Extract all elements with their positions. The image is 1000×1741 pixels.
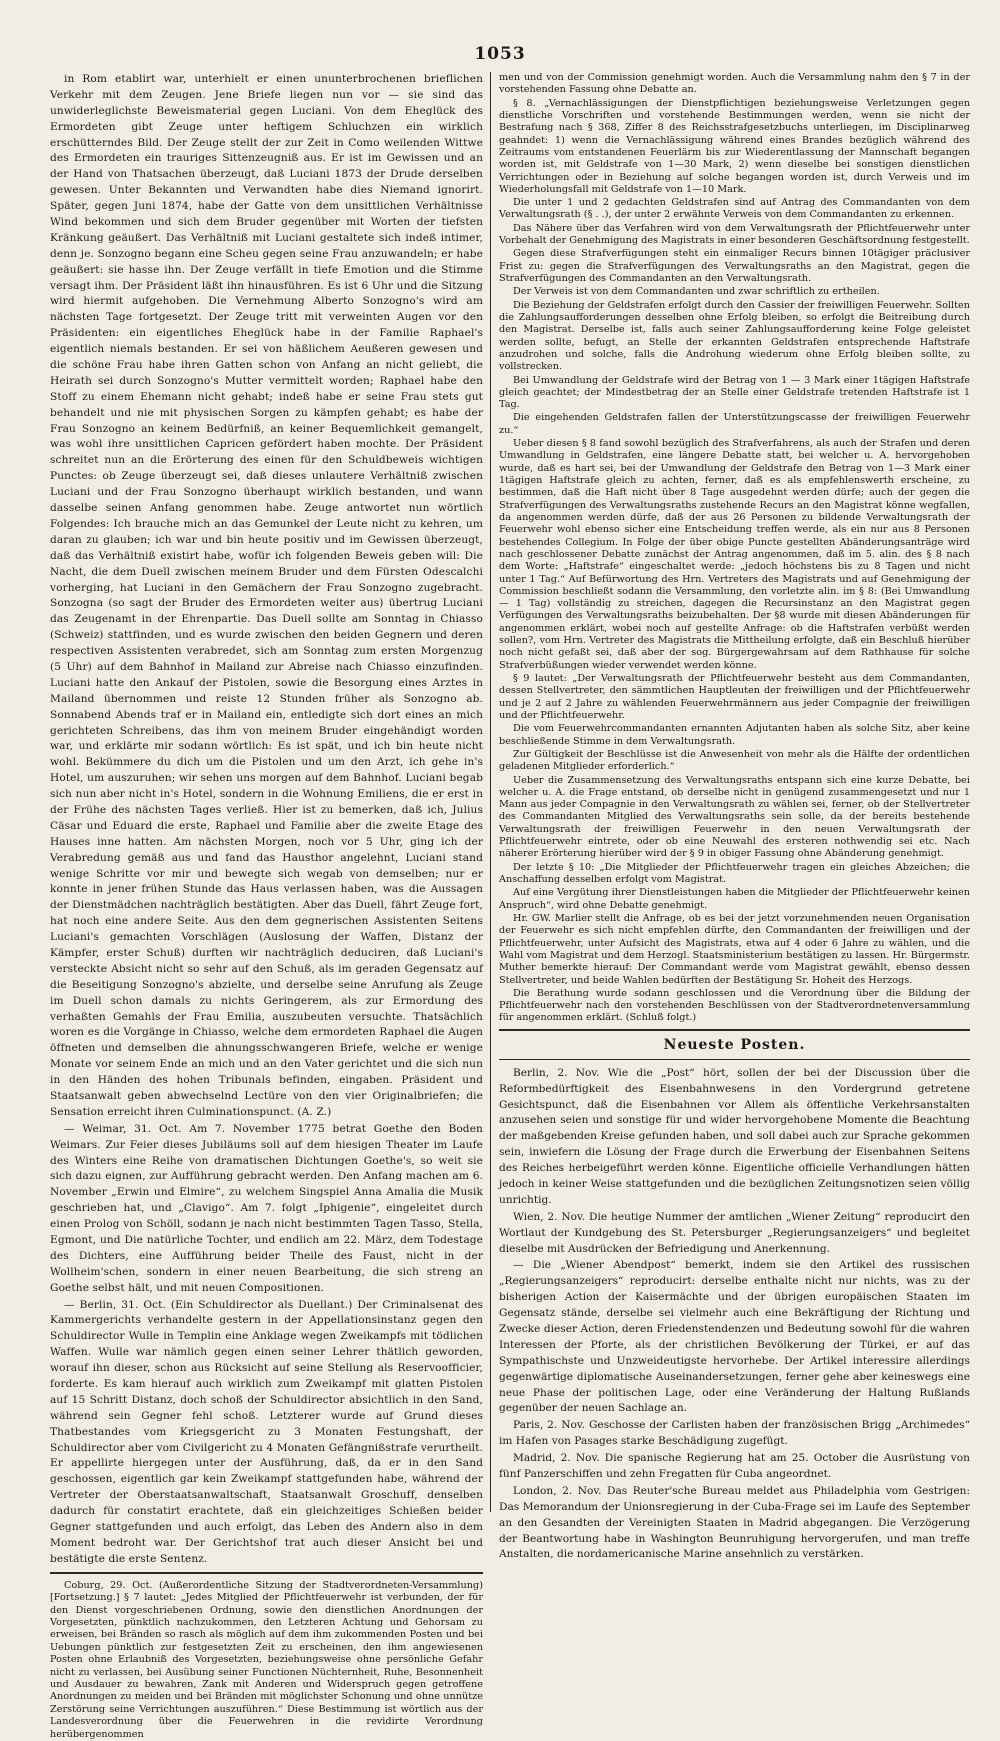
paragraph-8-funds: Die eingehenden Geldstrafen fallen der Unterstützungscasse der freiwilligen Feuerwehr zu.“: [499, 412, 970, 436]
article-weimar: — Weimar, 31. Oct. Am 7. November 1775 betrat Goethe den Boden Weimars. Zur Feier dieses Jubiläums soll auf dem hiesigen Theater im Laufe des Winters eine Reihe von dramatischen Dichtungen Goethe's, so weit sie sich dazu eignen, zur Aufführung gebracht werden. Den Anfang machen am 6. November „Erwin und Elmire“, zu welchem Singspiel Anna Amalia die Musik geschrieben hat, und „Clavigo“. Am 7. folgt „Iphigenie“, eingeleitet durch einen Prolog von Schöll, sodann je nach nicht bestimmten Tagen Tasso, Stella, Egmont, und Die natürliche Tochter, und endlich am 22. März, dem Todestage des Dichters, eine Aufführung beider Theile des Faust, nicht in der Wollheim'schen, sondern in einer neuen Bearbeitung, die sich streng an Goethe selbst hält, und mit neuen Compositionen.: [50, 1122, 483, 1294]
paragraph-8-conversion: Bei Umwandlung der Geldstrafe wird der Betrag von 1 — 3 Mark einer 1tägigen Haftstrafe gleich geachtet; der Mindestbetrag der an Stelle einer Geldstrafe tretenden Haftstrafe ist 1 Tag.: [499, 374, 970, 411]
news-wien: Wien, 2. Nov. Die heutige Nummer der amtlichen „Wiener Zeitung“ reproducirt den Wortlaut der Kundgebung des St. Petersburger „Regierungsanzeigers“ und begleitet dieselbe mit Ausdrücken der Befriedigung und Anerkennung.: [499, 1210, 970, 1255]
paragraph-10-compensation: Auf eine Vergütung ihrer Dienstleistungen haben die Mitglieder der Pflichtfeuerwehr keinen Anspruch“, wird ohne Debatte genehmigt.: [499, 887, 970, 911]
paragraph-8-collection: Die Beziehung der Geldstrafen erfolgt durch den Cassier der freiwilligen Feuerwehr. Sollten die Zahlungsaufforderungen desselben ohne Erfolg bleiben, so erfolgt die Beitreibung durch den Magistrat. Derselbe ist, falls auch seiner Zahlungsaufforderung keine Folge geleistet werden sollte, befugt, an Stelle der erkannten Geldstrafen entsprechende Haftstrafe anzudrohen und solche, falls die Androhung wiederum ohne Erfolg bleiben sollte, zu vollstrecken.: [499, 299, 970, 373]
article-berlin-duel: — Berlin, 31. Oct. (Ein Schuldirector als Duellant.) Der Criminalsenat des Kammergerichts verhandelte gestern in der Appellationsinstanz gegen den Schuldirector Wulle in Templin eine Anklage wegen Zweikampfs mit tödlichen Waffen. Wulle war nämlich gegen einen seiner Lehrer thätlich geworden, worauf ihn dieser, schon aus Rücksicht auf seine Stellung als Reservoofficier, forderte. Es kam hierauf auch wirklich zum Zweikampf mit glatten Pistolen auf 15 Schritt Distanz, doch schoß der Schuldirector absichtlich in den Sand, während sein Gegner fehl schoß. Letzterer wurde auf Grund dieses Thatbestandes vom Kriegsgericht zu 3 Monaten Festungshaft, der Schuldirector aber vom Civilgericht zu 4 Monaten Gefängnißstrafe verurtheilt. Er appellirte hiergegen unter der Ausführung, daß, da er in den Sand geschossen, eigentlich gar kein Zweikampf stattgefunden habe, während der Vertreter der Oberstaatsanwaltschaft, Staatsanwalt Groschuff, denselben dadurch für constatirt erachtete, daß ein gleichzeitiges Schießen beider Gegner stattgefunden und auch erfolgt, das Leben des Andern also in dem Moment bedroht war. Der Gerichtshof trat auch dieser Ansicht bei und bestätigte die erste Sentenz.: [50, 1298, 483, 1565]
news-madrid: Madrid, 2. Nov. Die spanische Regierung hat am 25. October die Ausrüstung von fünf Panzerschiffen und zehn Fregatten für Cuba angeordnet.: [499, 1452, 970, 1481]
session-conclusion: Die Berathung wurde sodann geschlossen und die Verordnung über die Bildung der Pflichtfeuerwehr nach den vorstehenden Beschlüssen von der Stadtverordnetenversammlung für angenommen erklärt. (Schluß folgt.): [499, 987, 970, 1024]
coburg-section: [50, 1580, 483, 1741]
news-wiener-abendpost: — Die „Wiener Abendpost“ bemerkt, indem sie den Artikel des russischen „Regierungsanzeigers“ reproducirt: derselbe enthalte nicht nur nichts, was zu der bisherigen Action der Kaisermächte und der übrigen europäischen Staaten im Gegensatz stände, derselbe sei vielmehr auch eine Bekräftigung der Richtung und Zwecke dieser Action, deren Friedenstendenzen und Bedeutung sowohl für die wahren Interessen der Pforte, als der christlichen Bevölkerung der Türkei, er auf das Sympathischste und Unzweideutigste hervorhebe. Der Artikel interessire allerdings gegenwärtige diplomatische Auseinandersetzungen, ferner gehe aber keineswegs eine neue Phase der politischen Lage, oder eine Veränderung der Haltung Rußlands gegenüber der neuen Sachlage an.: [499, 1259, 970, 1415]
news-berlin: Berlin, 2. Nov. Wie die „Post“ hört, sollen der bei der Discussion über die Reformbedürftigkeit des Eisenbahnwesens in den Vordergrund getretene Gesichtspunct, daß die Eisenbahnen vor Allem als öffentliche Verkehrsanstalten anzusehen seien und sonstige für und wider hervorgehobene Momente die Beachtung der maßgebenden Kreise gefunden haben, und soll dabei auch zur Sprache gekommen sein, inwiefern die Lösung der Frage durch die Erwerbung der Eisenbahnen Seitens des Reiches herbeigeführt werden könne. Eigentliche officielle Verhandlungen hätten jedoch in keiner Weise stattgefunden und die bezüglichen Zeitungsnotizen seien völlig unrichtig.: [499, 1066, 970, 1206]
columns: [50, 72, 974, 1740]
coburg-continuation: men und von der Commission genehmigt worden. Auch die Versammlung nahm den § 7 in der vorstehenden Fassung ohne Debatte an.: [499, 72, 970, 96]
paragraph-9-quorum: Zur Gültigkeit der Beschlüsse ist die Anwesenheit von mehr als die Hälfte der ordentlichen geladenen Mitglieder erforderlich.“: [499, 748, 970, 773]
paragraph-8-reprimand: Der Verweis ist von dem Commandanten und zwar schriftlich zu ertheilen.: [513, 286, 880, 298]
paragraph-10: Der letzte § 10: „Die Mitglieder der Pflichtfeuerwehr tragen ein gleiches Abzeichen; die Anschaffung desselben erfolgt vom Magistrat.: [499, 861, 970, 885]
right-column: [490, 72, 970, 1561]
section-title-underline: [499, 1059, 970, 1060]
paragraph-9-adjutants: Die vom Feuerwehrcommandanten ernannten Adjutanten haben als solche Sitz, aber keine beschließende Stimme in dem Verwaltungsrath.: [499, 723, 970, 747]
paragraph-8: § 8. „Vernachlässigungen der Dienstpflichtigen beziehungsweise Verletzungen gegen dienstliche Vorschriften und vorstehende Bestimmungen werden, wenn sie nicht der Bestrafung nach § 368, Ziffer 8 des Reichsstrafgesetzbuchs unterliegen, im Disciplinarweg geahndet: 1) wenn die Vernachlässigung während eines Brandes bezüglich während des Zeitraums vom entstandenen Feuerlärm bis zur Wiederentlassung der Mannschaft begangen worden ist, mit Geldstrafe von 1—30 Mark, 2) wenn dieselbe bei sonstigen dienstlichen Verrichtungen oder in Beziehung auf solche begangen worden ist, durch Verweis und im Wiederholungsfall mit Geldstrafe von 1—10 Mark.: [499, 97, 970, 195]
paragraph-9: § 9 lautet: „Der Verwaltungsrath der Pflichtfeuerwehr besteht aus dem Commandanten, dessen Stellvertreter, den sämmtlichen Hauptleuten der freiwilligen und der Pflichtfeuerwehr und je 2 auf 2 Jahre zu wählenden Feuerwehrmännern aus jeder Compagnie der freiwilligen und der Pflichtfeuerwehr.: [499, 673, 970, 721]
article-coburg: Coburg, 29. Oct. (Außerordentliche Sitzung der Stadtverordneten-Versammlung) [Fortsetzung.] § 7 lautet: „Jedes Mitglied der Pflichtfeuerwehr ist verbunden, der für den Dienst vorgeschriebenen Ordnung, sowie den dienstlichen Anordnungen der Vorgesetzten, pünktlich nachzukommen, den Letzteren Achtung und Gehorsam zu erweisen, bei Bränden so rasch als möglich auf dem ihm zukommenden Posten und bei Uebungen pünktlich zur festgesetzten Zeit zu erscheinen, den ihm angewiesenen Posten ohne Erlaubniß des Vorgesetzten, beziehungsweise ohne persönliche Gefahr nicht zu verlassen, bei Ausübung seiner Functionen Nüchternheit, Ruhe, Besonnenheit und Ausdauer zu bewahren, Zank mit Anderen und Widerspruch gegen getroffene Anordnungen zu meiden und bei Bränden mit möglichster Schonung und ohne unnütze Zerstörung seine Verrichtungen auszuführen.“ Diese Bestimmung ist wörtlich aus der Landesverordnung über die Feuerwehren in die revidirte Verordnung herübergenommen: [50, 1579, 483, 1740]
paragraph-8-procedure: Das Nähere über das Verfahren wird von dem Verwaltungsrath der Pflichtfeuerwehr unter Vorbehalt der Genehmigung des Magistrats in einer besonderen Geschäftsordnung festgestellt.: [499, 222, 970, 247]
section-title: Neueste Posten.: [663, 1036, 806, 1053]
news-section: [499, 1066, 970, 1564]
paragraph-9-debate: Ueber die Zusammensetzung des Verwaltungsraths entspann sich eine kurze Debatte, bei welcher u. A. die Frage entstand, ob derselbe nicht in genügend zusammengesetzt und nur 1 Mann aus jeder Compagnie in den Verwaltungsrath zu wählen sei, ferner, ob der Stellvertreter des Commandanten Mitglied des Verwaltungsraths sein solle, da der bereits bestehende Verwaltungsrath der freiwilligen Feuerwehr in den neuen Verwaltungsrath der Pflichtfeuerwehr eintrete, oder ob eine Neuwahl des ersteren nothwendig sei etc. Nach näherer Erörterung hierüber wird der § 9 in obiger Fassung ohne Abänderung genehmigt.: [499, 774, 970, 860]
paragraph-8-debate: Ueber diesen § 8 fand sowohl bezüglich des Strafverfahrens, als auch der Strafen und deren Umwandlung in Geldstrafen, eine längere Debatte statt, bei welcher u. A. hervorgehoben wurde, daß es hart sei, bei der Umwandlung der Geldstrafe den Betrag von 1—3 Mark einer 1tägigen Haftstrafe gleich zu achten, ferner, daß es als empfehlenswerth erscheine, zu bestimmen, daß die Haft nicht über 8 Tage ausgedehnt werden dürfe; auch der gegen die Strafverfügungen des Verwaltungsraths zustehende Recurs an den Magistrat könne wegfallen, da angenommen werden dürfe, daß der aus 26 Personen zu bildende Verwaltungsrath der Feuerwehr wohl ebenso sicher eine Entscheidung treffen werde, als ein nur aus 8 Personen bestehendes Collegium. In Folge der über obige Puncte gestellten Abänderungsanträge wird nach geschlossener Debatte zunächst der Antrag angenommen, daß im 5. alin. des § 8 nach dem Worte: „Haftstrafe“ eingeschaltet werde: „jedoch höchstens bis zu 8 Tagen und nicht unter 1 Tag.“ Auf Befürwortung des Hrn. Vertreters des Magistrats und auf Genehmigung der Commission beschließt sodann die Versammlung, den vorletzte alin. im § 8: (Bei Umwandlung — 1 Tag) vollständig zu streichen, dagegen die Recursinstanz an den Magistrat gegen Verfügungen des Verwaltungsraths beizubehalten. Der §8 wurde mit diesen Abänderungen für angenommen erklärt, wobei noch auf gestellte Anfrage: ob die Haftstrafen verbüßt werden sollen?, vom Hrn. Vertreter des Magistrats die Mittheilung erfolgte, daß ein Beschluß hierüber noch nicht gefaßt sei, daß aber der sog. Bürgergewahrsam auf dem Rathhause für solche Strafverbüßungen wieder verwendet werden könne.: [499, 438, 970, 671]
left-column: [50, 72, 490, 1740]
marlier-inquiry: Hr. GW. Marlier stellt die Anfrage, ob es bei der jetzt vorzunehmenden neuen Organisation der Feuerwehr es sich nicht empfehlen dürfte, den Commandanten der freiwilligen und der Pflichtfeuerwehr, unter Aufsicht des Magistrats, etwa auf 4 oder 6 Jahre zu wählen, und die Wahl vom Magistrat und dem Herzogl. Staatsministerium bestätigen zu lassen. Hr. Bürgermstr. Muther bemerkte hierauf: Der Commandant werde vom Magistrat gewählt, ebenso dessen Stellvertreter, und beide Wahlen bedürften der Bestätigung Sr. Hoheit des Herzogs.: [499, 912, 970, 986]
paragraph-8-recourse: Gegen diese Strafverfügungen steht ein einmaliger Recurs binnen 10tägiger präclusiver Frist zu: gegen die Strafverfügungen des Verwaltungsraths an den Magistrat, gegen die Strafverfügungen des Commandanten an den Verwaltungsrath.: [499, 248, 970, 284]
article-rome-trial: in Rom etablirt war, unterhielt er einen ununterbrochenen brieflichen Verkehr mit dem Zeugen. Jene Briefe liegen nun vor — sie sind das unwiderleglichste Beweismaterial gegen Luciani. Von dem Eheglück des Ermordeten gibt Zeuge unter heftigem Schluchzen ein wirklich erschütterndes Bild. Der Zeuge stellt der zur Zeit in Como weilenden Wittwe des Ermordeten ein trauriges Sittenzeugniß aus. Er ist im Gewissen und an der Hand von Thatsachen überzeugt, daß Luciani 1873 der Drude derselben gewesen. Unter Bekannten und Verwandten habe dies Niemand ignorirt. Später, gegen Juni 1874, habe der Gatte von dem unsittlichen Verhältnisse Wind bekommen und sich dem Bruder gegenüber mit Worten der tiefsten Kränkung geäußert. Das Verhältniß mit Luciani gestaltete sich indeß intimer, denn je. Sonzogno begann eine Scheu gegen seine Frau anzuwandeln; er habe geäußert: sie hasse ihn. Der Zeuge verfällt in tiefe Emotion und die Stimme versagt ihm. Der Präsident läßt ihn hinausführen. Es ist 6 Uhr und die Sitzung wird hiermit aufgehoben. Die Vernehmung Alberto Sonzogno's wird am nächsten Tage fortgesetzt. Der Zeuge tritt mit verweinten Augen vor den Präsidenten: ein eigentliches Eheglück habe in der Familie Raphael's eigentlich niemals bestanden. Er sei von häßlichem Aeußeren gewesen und die schöne Frau habe ihren Gatten schon von Anfang an nicht geliebt, die Heirath sei durch Sonzogno's Mutter vermittelt worden; Raphael habe den Stoff zu einem Ehemann nicht gehabt; indeß habe er seine Frau stets gut behandelt und nie mit physischen Sorgen zu kämpfen gehabt; es habe der Frau Sonzogno an keinem Bedürfniß, an keiner Bequemlichkeit gemangelt, was wohl ihre unsittlichen Capricen gefördert haben mochte. Der Präsident schreitet nun an die Erörterung des einen für den Schuldbeweis wichtigen Punctes: ob Zeuge überzeugt sei, daß dieses unlautere Verhältniß zwischen Luciani und der Frau Sonzogno überhaupt wirklich bestanden, und wann dasselbe seinen Anfang genommen habe. Zeuge antwortet nun wörtlich Folgendes: Ich brauche mich an das Gemunkel der Leute nicht zu kehren, um daran zu glauben; ich war und bin heute positiv und im Gewissen überzeugt, daß das Verhältniß existirt habe, wofür ich folgenden Beweis geben will: Die Nacht, die dem Duell zwischen meinem Bruder und dem Fürsten Odescalchi vorherging, hat Luciani in den Gemächern der Frau Sonzogno zugebracht. Sonzogna (so sagt der Bruder des Ermordeten weiter aus) übertrug Luciani das Zeugenamt in der Ehrenpartie. Das Duell sollte am Sonntag in Chiasso (Schweiz) stattfinden, und es wurde zwischen den beiden Gegnern und deren respectiven Assistenten verabredet, sich am Sonntag zum ersten Morgenzug (5 Uhr) auf dem Bahnhof in Mailand zur Abreise nach Chiasso einzufinden. Luciani hatte den Ankauf der Pistolen, sowie die Besorgung eines Arztes in Mailand übernommen und reiste 12 Stunden früher als Sonzogno ab. Sonnabend Abends traf er in Mailand ein, entledigte sich dort eines an mich gerichteten Schreibens, das ihm von meinem Bruder eingehändigt worden war, und erklärte mir sodann wörtlich: Es ist spät, und ich bin heute nicht wohl. Bekümmere du dich um die Pistolen und um den Arzt, ich gehe in's Hotel, um auszuruhen; wir sehen uns morgen auf dem Bahnhof. Luciani begab sich nun aber nicht in's Hotel, sondern in die Wohnung Emiliens, die er erst in der Frühe des nächsten Tages verließ. Hier ist zu bemerken, daß ich, Julius Cäsar und Eduard die erste, Raphael und Familie aber die zweite Etage des Hauses inne hatten. Am nächsten Morgen, noch vor 5 Uhr, ging ich der Verabredung gemäß aus und fand das Hausthor angelehnt, Luciani stand wenige Schritte vor mir und bewegte sich wegab von demselben; nur er konnte in jener frühen Stunde das Haus verlassen haben, was die Aussagen der Dienstmädchen nachträglich bestätigten. Aber das Duell, fährt Zeuge fort, hat noch eine andere Seite. Aus den dem gegnerischen Assistenten Seitens Luciani's gemachten Vorschlägen (Auslosung der Waffen, Distanz der Kämpfer, erster Schuß) durften wir nachträglich deduciren, daß Luciani's versteckte Absicht nicht so sehr auf den Schuß, als im geraden Gegensatz auf die Beseitigung Sonzogno's abzielte, und derselbe seine Anrufung als Zeuge im Duell schon damals zu nichts Geringerem, als zur Ermordung des verhaßten Gemahls der Frau Emilia, auszubeuten versuchte. Thatsächlich woren es die Vorgänge in Chiasso, welche dem ermordeten Raphael die Augen öffneten und demselben die ahnungsschwangeren Briefe, welche er wenige Monate vor seinem Ende an mich und an den Vater gerichtet und die sich nun in den Händen des hohen Tribunals befinden, eingaben. Präsident und Staatsanwalt geben abwechselnd Lectüre von den vier Originalbriefen; die Sensation erreicht ihren Culminationspunct. (A. Z.): [50, 73, 483, 1118]
paragraph-8-fines: Die unter 1 und 2 gedachten Geldstrafen sind auf Antrag des Commandanten von dem Verwaltungsrath (§ . .), der unter 2 erwähnte Verweis von dem Commandanten zu erkennen.: [499, 197, 970, 221]
news-paris: Paris, 2. Nov. Geschosse der Carlisten haben der französischen Brigg „Archimedes“ im Hafen von Pasages starke Beschädigung zugefügt.: [499, 1419, 970, 1448]
section-divider: [499, 1029, 970, 1031]
news-london: London, 2. Nov. Das Reuter'sche Bureau meldet aus Philadelphia vom Gestrigen: Das Memorandum der Unionsregierung in der Cuba-Frage sei im Laufe des September an den Gesandten der Vereinigten Staaten in Madrid abgegangen. Die Verzögerung der Beantwortung habe in Washington Beunruhigung hervorgerufen, und man treffe Anstalten, die nordamericanische Marine ansehnlich zu verstärken.: [499, 1484, 970, 1561]
article-divider: [50, 1572, 483, 1574]
page-number: 1053: [474, 44, 526, 64]
